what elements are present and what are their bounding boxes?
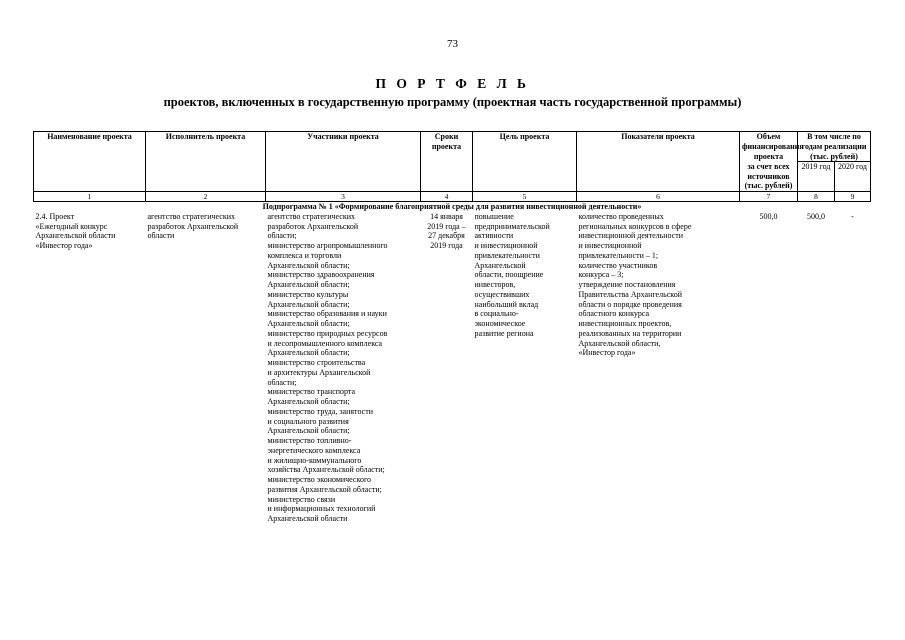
cell-line: Архангельской области [35,231,116,241]
cell-line: разработок Архангельской [267,221,359,231]
cell-line: 14 января [430,211,463,221]
cell-line: и инвестиционной [578,241,642,250]
cell-line: повышение [474,211,514,221]
cell-line: экономическое [474,319,526,328]
subprogram-heading: Подпрограмма № 1 «Формирование благоприятной среды для развития инвестиционной деятельности» [262,202,642,211]
cell-line: министерство культуры [267,289,349,299]
cell-line: в социально- [474,309,519,319]
cell-line: 27 декабря [428,231,465,241]
cell-line: предпринимательской [474,221,550,231]
header-funding-sub: за счет всех источников (тыс. рублей) [740,162,798,192]
header-goal: Цель проекта [473,132,577,192]
cell-line: и информационных технологий [267,504,376,514]
cell-line: Архангельской области; [267,280,350,289]
cell-line: Архангельской области; [267,260,350,270]
cell-line: министерство экономического [267,475,372,484]
cell-line: активности [474,231,514,241]
column-number: 6 [577,192,740,202]
cell-line: Архангельской области; [267,397,350,406]
cell-line: 2019 года [430,241,463,250]
header-participants: Участники проекта [266,132,421,192]
cell-line: комплекса и торговли [267,250,342,260]
cell-line: министерство транспорта [267,387,356,397]
cell-line: разработок Архангельской [147,221,239,231]
cell-line: хозяйства Архангельской области; [267,465,385,475]
cell-line: развитие региона [474,328,534,338]
cell-line: Архангельской области [267,514,348,523]
column-number: 9 [835,192,871,202]
indicators-cell [577,212,740,524]
cell-line: Архангельской области; [267,348,350,358]
column-number: 1 [34,192,146,202]
header-year-2020: 2020 год [835,162,871,192]
document-title: П О Р Т Ф Е Л Ь [375,76,530,91]
cell-line: министерство природных ресурсов [267,328,388,338]
header-name: Наименование проекта [34,132,146,192]
header-funding: Объем финансирования проекта [740,132,798,162]
project-name-cell [34,212,146,524]
goal-cell [473,212,577,524]
cell-line: Архангельской [474,260,526,270]
funding-total-cell: 500,0 [759,211,778,221]
cell-line: количество проведенных [578,211,664,221]
cell-line: министерство труда, занятости [267,406,373,416]
portfolio-table [33,131,871,524]
page-number: 73 [447,38,458,50]
cell-line: министерство топливно- [267,436,352,445]
header-year-2019: 2019 год [798,162,835,192]
cell-line: развития Архангельской области; [267,484,382,494]
cell-line: министерство строительства [267,358,366,367]
column-number: 7 [740,192,798,202]
cell-line: области; [267,377,297,387]
column-number: 2 [146,192,266,202]
column-number: 3 [266,192,421,202]
column-number: 8 [798,192,835,202]
participants-cell [266,212,421,524]
cell-line: министерство образования и науки [267,309,387,319]
cell-line: и социального развития [267,416,349,426]
cell-line: Архангельской области; [267,299,350,309]
cell-line: инвестиционной деятельности [578,231,684,241]
cell-line: конкурса – 3; [578,270,624,280]
cell-line: и архитектуры Архангельской [267,367,371,377]
cell-line: привлекательности [474,250,540,260]
header-indicators: Показатели проекта [577,132,740,192]
cell-line: утверждение постановления [578,280,676,289]
cell-line: Правительства Архангельской [578,289,683,299]
cell-line: и лесопромышленного комплекса [267,338,383,348]
cell-line: привлекательности – 1; [578,250,659,260]
cell-line: наибольший вклад [474,299,539,309]
funding-2020-cell: - [851,211,854,221]
cell-line: министерство связи [267,494,336,504]
cell-line: министерство здравоохранения [267,270,375,280]
cell-line: инвесторов, [474,280,516,289]
cell-line: осуществивших [474,289,530,299]
cell-line: региональных конкурсов в сфере [578,221,692,231]
header-executor: Исполнитель проекта [146,132,266,192]
column-number: 4 [421,192,473,202]
executor-cell [146,212,266,524]
terms-cell [421,212,473,524]
cell-line: области о порядке проведения [578,299,682,309]
cell-line: области; [267,231,297,241]
cell-line: Архангельской области, [578,338,661,348]
cell-line: агентство стратегических [147,211,236,221]
cell-line: 2.4. Проект [35,211,75,221]
column-number: 5 [473,192,577,202]
cell-line: реализованных на территории [578,328,682,338]
cell-line: агентство стратегических [267,211,356,221]
cell-line: области [147,231,175,241]
cell-line: «Инвестор года» [35,241,93,250]
cell-line: и жилищно-коммунального [267,455,362,465]
cell-line: министерство агропромышленного [267,241,388,250]
cell-line: «Ежегодный конкурс [35,221,108,231]
header-including: В том числе по годам реализации (тыс. рублей) [798,132,871,162]
cell-line: «Инвестор года» [578,348,636,358]
cell-line: области, поощрение [474,270,544,280]
cell-line: энергетического комплекса [267,445,361,455]
cell-line: Архангельской области; [267,319,350,328]
document-subtitle: проектов, включенных в государственную программу (проектная часть государственной программы) [163,95,742,109]
cell-line: областного конкурса [578,309,650,319]
cell-line: Архангельской области; [267,426,350,436]
table-row [34,212,871,524]
funding-2019-cell: 500,0 [807,211,825,221]
cell-line: количество участников [578,260,658,270]
cell-line: и инвестиционной [474,241,538,250]
cell-line: 2019 года – [427,221,466,231]
header-terms: Сроки проекта [421,132,473,192]
cell-line: инвестиционных проектов, [578,319,672,328]
